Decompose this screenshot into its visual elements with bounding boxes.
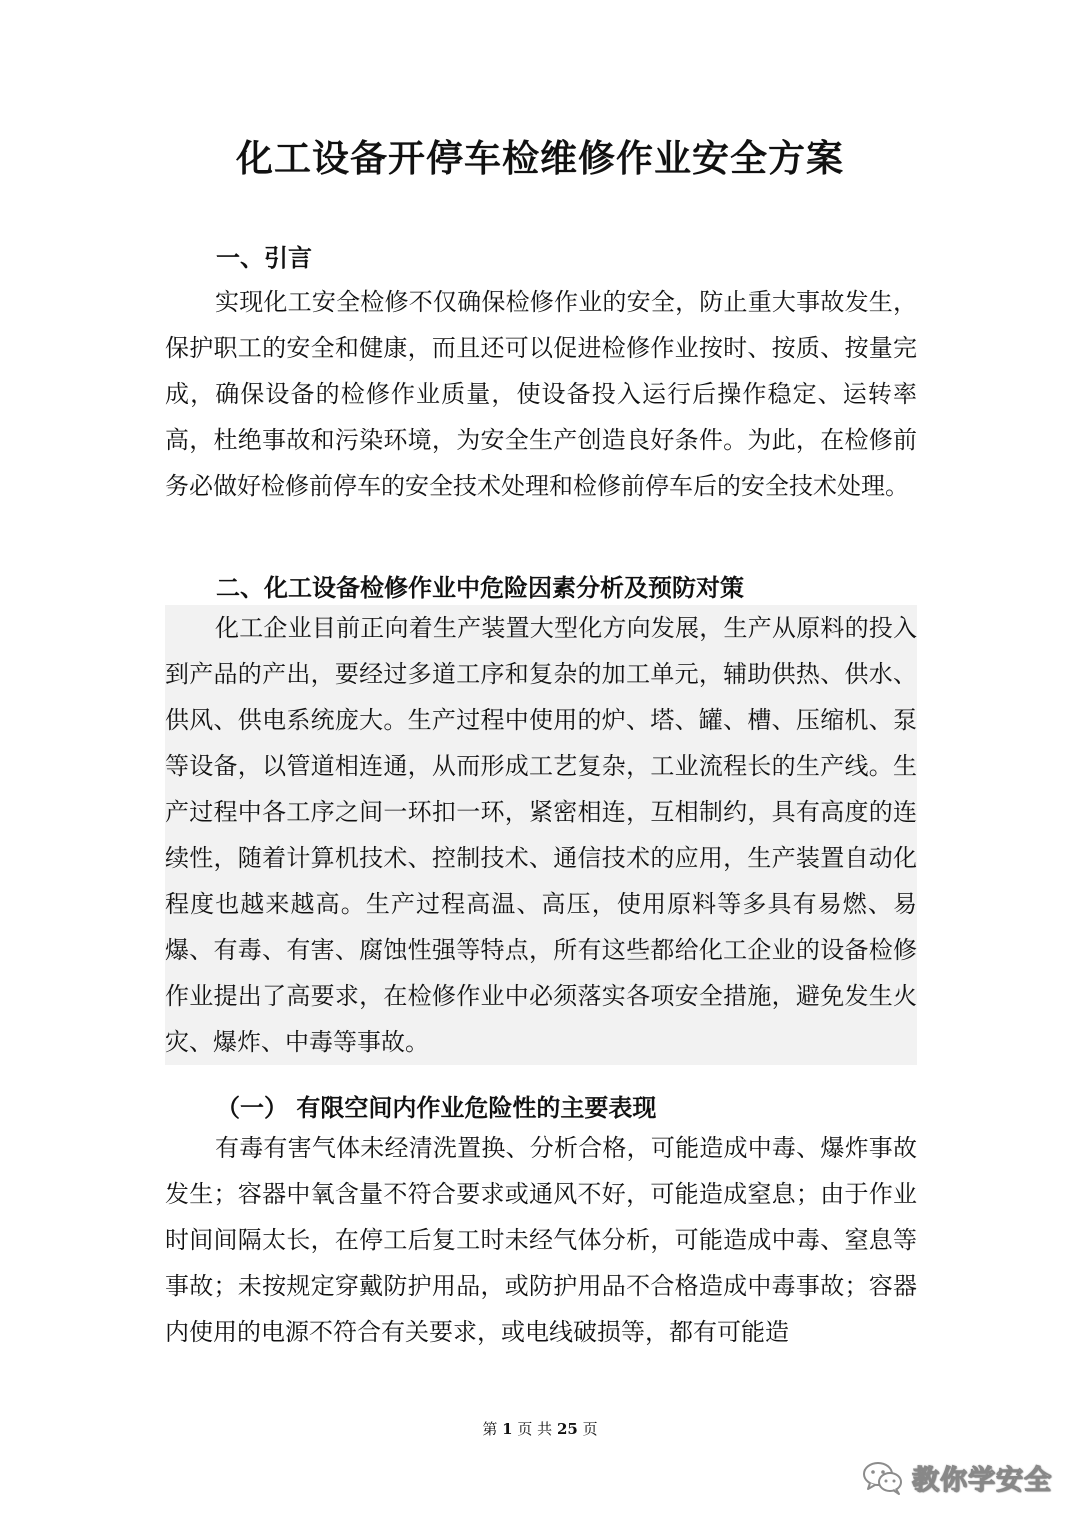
footer-middle: 页 共 — [517, 1420, 553, 1438]
subsection-heading-confined-space: （一） 有限空间内作业危险性的主要表现 — [216, 1093, 657, 1122]
page-number-footer — [0, 1418, 1080, 1439]
footer-page-total: 25 — [556, 1420, 578, 1438]
watermark-text: 教你学安全 — [912, 1465, 1052, 1496]
section-heading-hazard-analysis: 二、化工设备检修作业中危险因素分析及预防对策 — [216, 573, 744, 602]
footer-suffix: 页 — [582, 1420, 598, 1438]
footer-page-number: 1 — [502, 1420, 513, 1438]
hazard-analysis-paragraph: 化工企业目前正向着生产装置大型化方向发展，生产从原料的投入到产品的产出，要经过多道工序和复杂的加工单元，辅助供热、供水、供风、供电系统庞大。生产过程中使用的炉、塔、罐、槽、压缩机、泵等设备，以管道相连通，从而形成工艺复杂，工业流程长的生产线。生产过程中各工序之间一环扣一环，紧密相连，互相制约，具有高度的连续性，随着计算机技术、控制技术、通信技术的应用，生产装置自动化程度也越来越高。生产过程高温、高压，使用原料等多具有易燃、易爆、有毒、有害、腐蚀性强等特点，所有这些都给化工企业的设备检修作业提出了高要求，在检修作业中必须落实各项安全措施，避免发生火灾、爆炸、中毒等事故。 — [165, 605, 917, 1065]
source-watermark — [862, 1458, 1052, 1497]
document-title: 化工设备开停车检维修作业安全方案 — [236, 136, 844, 180]
confined-space-paragraph: 有毒有害气体未经清洗置换、分析合格，可能造成中毒、爆炸事故发生；容器中氧含量不符合要求或通风不好，可能造成窒息；由于作业时间间隔太长，在停工后复工时未经气体分析，可能造成中毒、窒息等事故；未按规定穿戴防护用品，或防护用品不合格造成中毒事故；容器内使用的电源不符合有关要求，或电线破损等，都有可能造 — [165, 1134, 917, 1346]
footer-prefix: 第 — [482, 1420, 498, 1438]
introduction-paragraph: 实现化工安全检修不仅确保检修作业的安全，防止重大事故发生，保护职工的安全和健康，而且还可以促进检修作业按时、按质、按量完成，确保设备的检修作业质量，使设备投入运行后操作稳定、运转率高，杜绝事故和污染环境，为安全生产创造良好条件。为此，在检修前务必做好检修前停车的安全技术处理和检修前停车后的安全技术处理。 — [165, 288, 917, 500]
wechat-icon — [862, 1460, 904, 1496]
section-heading-introduction: 一、引言 — [216, 243, 312, 272]
